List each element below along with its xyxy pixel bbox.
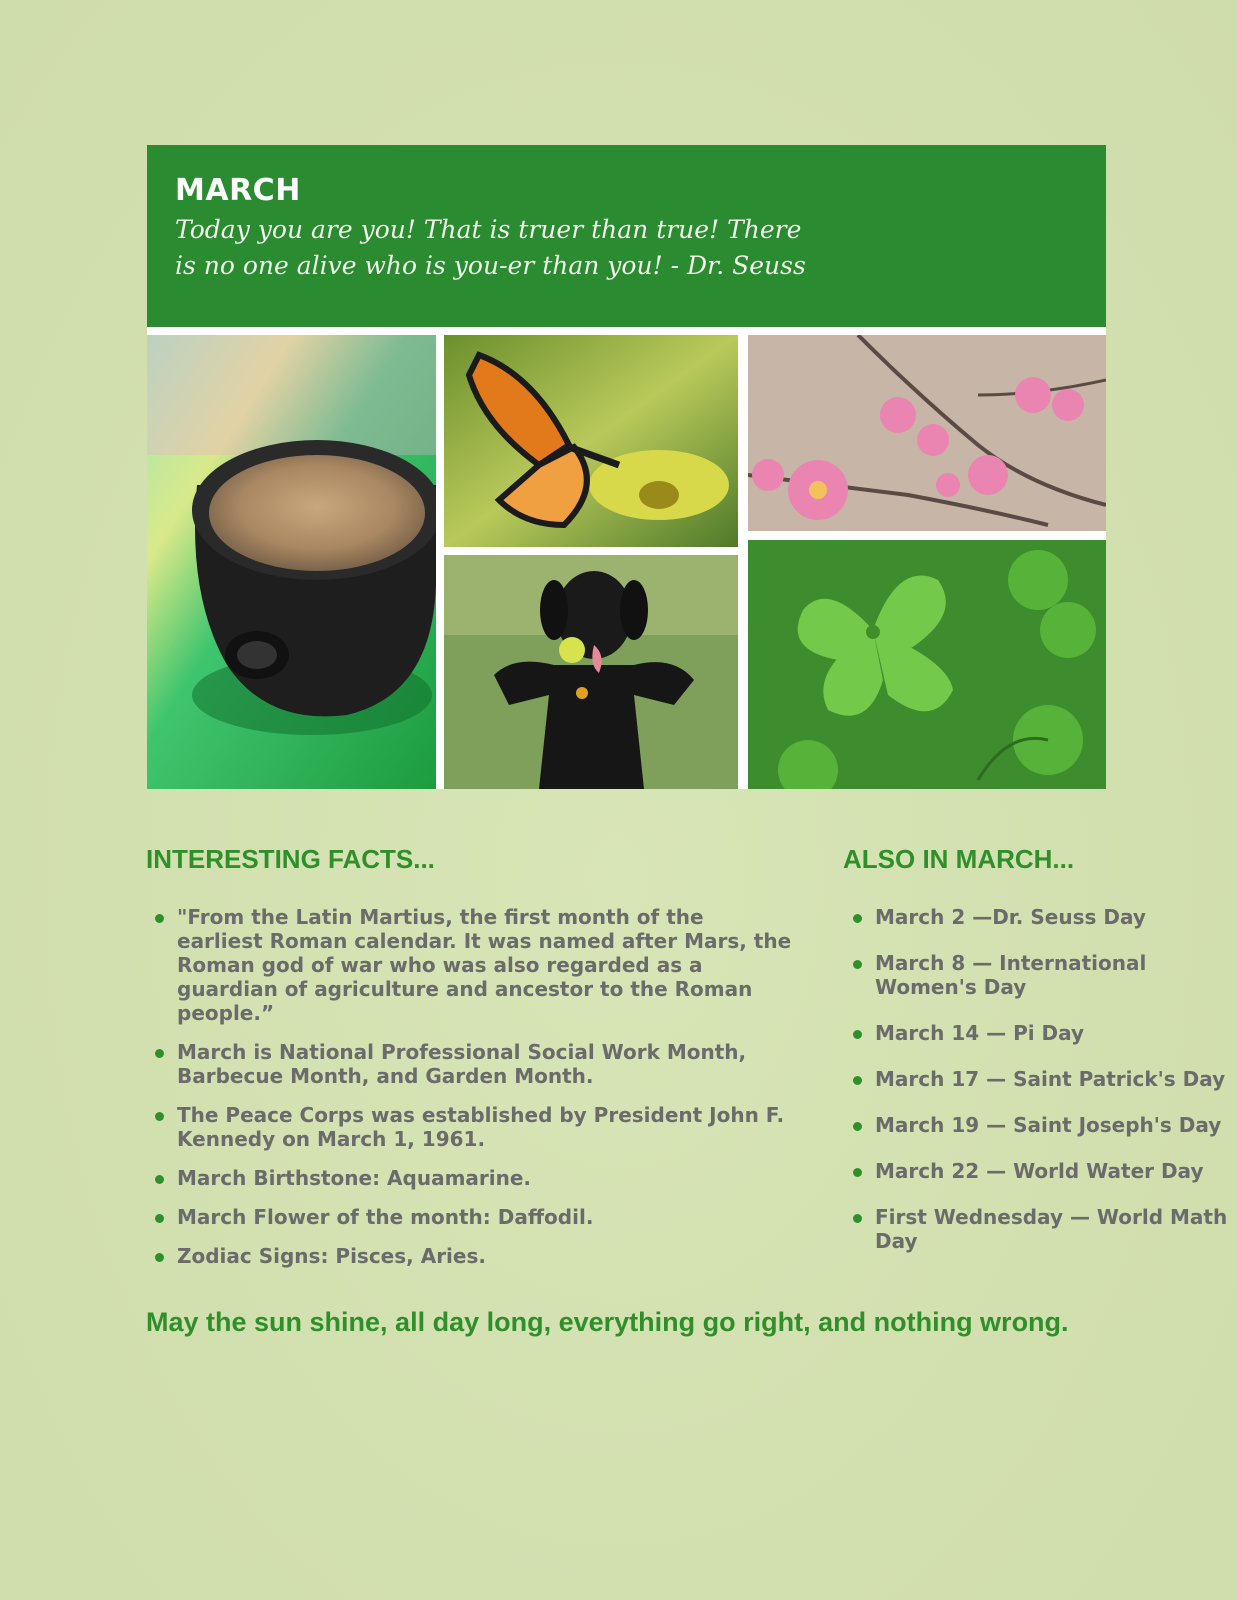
events-list [853, 905, 1237, 1275]
fact-item: "From the Latin Martius, the first month of the earliest Roman calendar. It was named after Mars, the Roman god of war who was also regarded as a guardian of agriculture and ancestor to the Roman people.” [155, 905, 795, 1025]
closing-line: May the sun shine, all day long, everything go right, and nothing wrong. [146, 1307, 1069, 1337]
cherry-blossom-photo [748, 335, 1106, 531]
event-item: March 14 — Pi Day [853, 1021, 1237, 1045]
event-item: First Wednesday — World Math Day [853, 1205, 1237, 1253]
fact-item: Zodiac Signs: Pisces, Aries. [155, 1244, 795, 1268]
photo-collage [147, 327, 1106, 789]
fact-item: March Birthstone: Aquamarine. [155, 1166, 795, 1190]
event-item: March 17 — Saint Patrick's Day [853, 1067, 1237, 1091]
monarch-butterfly-photo [444, 335, 738, 547]
facts-list [155, 905, 795, 1283]
march-banner [147, 145, 1106, 327]
event-item: March 19 — Saint Joseph's Day [853, 1113, 1237, 1137]
banner-title: MARCH [175, 173, 301, 208]
facts-heading: INTERESTING FACTS... [146, 844, 435, 874]
event-item: March 22 — World Water Day [853, 1159, 1237, 1183]
black-dog-with-ball-photo [444, 555, 738, 789]
clover-photo [748, 540, 1106, 789]
also-in-march-heading: ALSO IN MARCH... [843, 844, 1075, 874]
banner-quote: Today you are you! That is truer than true! There is no one alive who is you-er than you! - Dr. Seuss [175, 215, 806, 280]
pot-of-gold-photo [147, 335, 436, 789]
event-item: March 2 —Dr. Seuss Day [853, 905, 1237, 929]
fact-item: The Peace Corps was established by President John F. Kennedy on March 1, 1961. [155, 1103, 795, 1151]
fact-item: March is National Professional Social Work Month, Barbecue Month, and Garden Month. [155, 1040, 795, 1088]
event-item: March 8 — International Women's Day [853, 951, 1237, 999]
fact-item: March Flower of the month: Daffodil. [155, 1205, 795, 1229]
